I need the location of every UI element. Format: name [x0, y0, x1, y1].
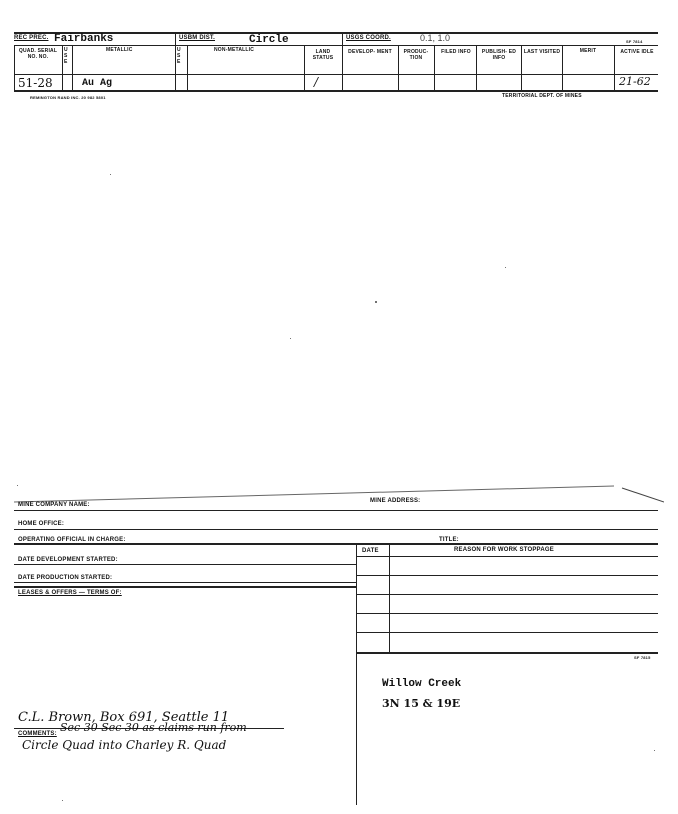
date-development-label: DATE DEVELOPMENT STARTED: [18, 557, 118, 563]
top-card [14, 32, 658, 102]
scan-speck [290, 338, 291, 339]
filed-info-header: FILED INFO [441, 49, 471, 55]
production-header: PRODUC- TION [403, 49, 429, 61]
scan-speck [375, 301, 377, 303]
metallic-value: Au Ag [82, 78, 113, 89]
metallic-header: METALLIC [106, 47, 133, 53]
title-label: TITLE: [439, 537, 459, 543]
metallic-codes-header: U S E [64, 47, 68, 65]
usgs-coord-value: 0.1, 1.0 [420, 33, 451, 43]
form-number-top: SF 7814 [626, 39, 643, 44]
quad-serial-value: 51-28 [18, 76, 53, 90]
development-header: DEVELOP- MENT [348, 49, 392, 55]
card-edge [14, 480, 664, 510]
rec-prec-value: Fairbanks [54, 33, 114, 45]
mine-company-name-label: MINE COMPANY NAME: [18, 502, 90, 508]
land-status-value: / [314, 75, 319, 89]
owner-handwritten: C.L. Brown, Box 691, Seattle 11 [18, 710, 230, 725]
usgs-coord-label: USGS COORD. [346, 35, 391, 41]
rec-prec-label: REC PREC. [14, 35, 49, 41]
mine-address-label: MINE ADDRESS: [370, 498, 421, 504]
comments-line-2: Circle Quad into Charley R. Quad [22, 738, 227, 752]
merit-header: MERIT [579, 48, 597, 54]
land-status-header: LAND STATUS [312, 49, 334, 61]
last-visited-header: LAST VISITED [523, 49, 561, 55]
top-card-footer-left: REMINGTON RAND INC. 20 982 5801 [30, 95, 106, 100]
stoppage-date-header: DATE [362, 548, 379, 554]
quad-serial-header: QUAD. SERIAL NO. NO. [18, 48, 58, 60]
scan-speck [110, 174, 111, 175]
comments-label: COMMENTS: [18, 731, 57, 737]
top-card-footer-right: TERRITORIAL DEPT. OF MINES [502, 93, 582, 99]
comments-line-1: Sec 30 Sec 30 as claims run from [60, 721, 247, 734]
scan-speck [654, 750, 655, 751]
nonmetallic-header: NON-METALLIC [214, 47, 255, 53]
usbm-dist-value: Circle [249, 34, 289, 46]
scan-speck [62, 800, 63, 801]
location-name: Willow Creek [382, 678, 462, 690]
form-number-bottom: SF 7815 [634, 655, 651, 660]
bottom-card [14, 480, 664, 810]
active-idle-header: ACTIVE IDLE [620, 49, 654, 55]
stoppage-reason-header: REASON FOR WORK STOPPAGE [454, 547, 554, 553]
location-coords: 3N 15 & 19E [382, 697, 461, 710]
scan-speck [505, 267, 506, 268]
nonmetallic-codes-header: U S E [177, 47, 181, 65]
operating-official-label: OPERATING OFFICIAL IN CHARGE: [18, 537, 126, 543]
usbm-dist-label: USBM DIST. [179, 35, 216, 41]
leases-label: LEASES & OFFERS — TERMS OF: [18, 590, 122, 596]
active-idle-value: 21-62 [619, 75, 651, 88]
date-production-label: DATE PRODUCTION STARTED: [18, 575, 113, 581]
published-info-header: PUBLISH- ED INFO [481, 49, 517, 61]
home-office-label: HOME OFFICE: [18, 521, 65, 527]
